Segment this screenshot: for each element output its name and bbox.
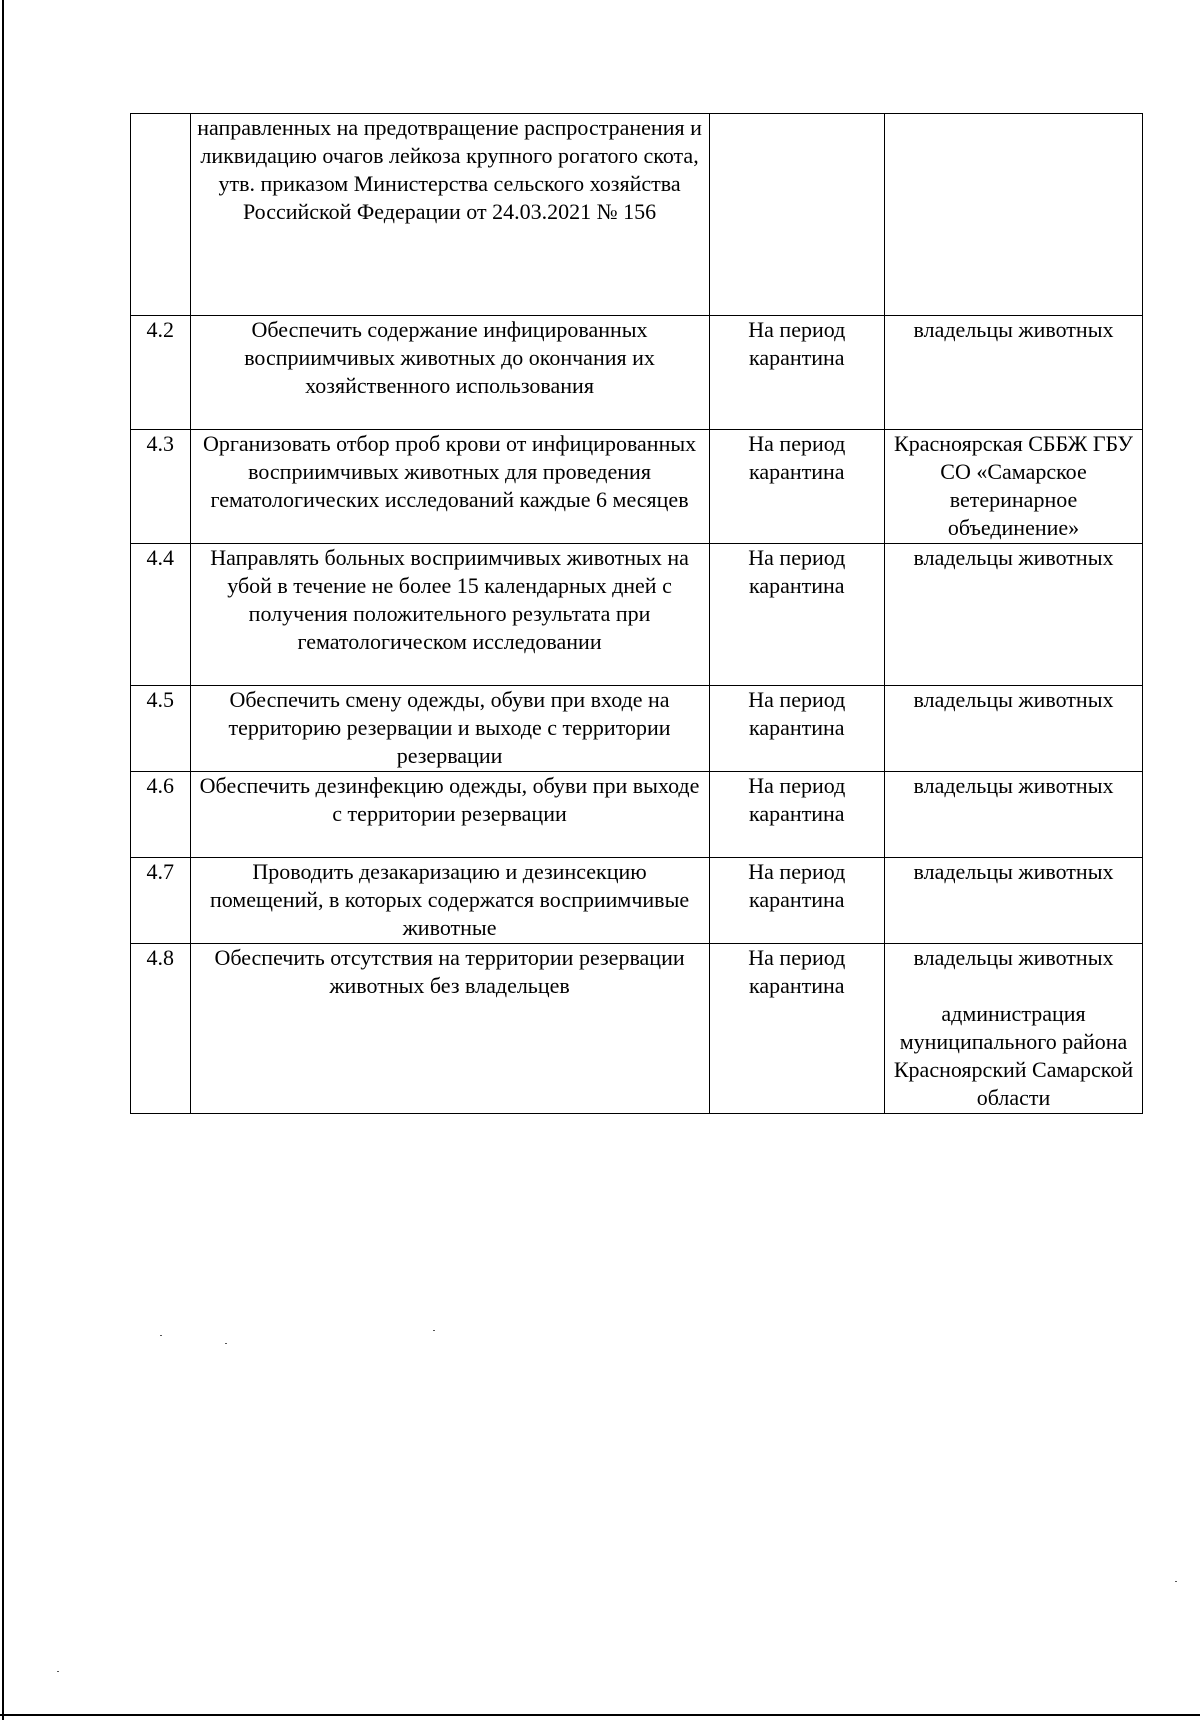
scan-speck bbox=[160, 1335, 162, 1336]
action-text: Обеспечить смену одежды, обуви при входе на территорию резервации и выходе с территории резервации bbox=[228, 687, 671, 768]
responsible-extra-text: администрация муниципального района Красноярский Самарской области bbox=[893, 1001, 1134, 1110]
scan-speck bbox=[1175, 1581, 1177, 1582]
table-row bbox=[131, 316, 1143, 430]
responsible-text: владельцы животных bbox=[913, 859, 1114, 884]
measures-table bbox=[130, 113, 1143, 1114]
action-text: Проводить дезакаризацию и дезинсекцию помещений, в которых содержатся восприимчивые животные bbox=[209, 859, 690, 940]
term-text: На период карантина bbox=[748, 317, 846, 370]
term-cell bbox=[709, 944, 884, 1114]
responsible-cell bbox=[885, 944, 1143, 1114]
action-cell bbox=[190, 316, 709, 430]
action-text: Обеспечить содержание инфицированных восприимчивых животных до окончания их хозяйственного использования bbox=[244, 317, 655, 398]
term-text: На период карантина bbox=[748, 431, 846, 484]
term-cell bbox=[709, 686, 884, 772]
responsible-text: владельцы животных bbox=[913, 317, 1114, 342]
term-cell bbox=[709, 430, 884, 544]
responsible-text: владельцы животных bbox=[913, 687, 1114, 712]
action-text: Обеспечить отсутствия на территории резервации животных без владельцев bbox=[214, 945, 685, 998]
responsible-cell bbox=[885, 316, 1143, 430]
action-cell bbox=[190, 686, 709, 772]
row-number bbox=[131, 114, 191, 316]
term-cell bbox=[709, 544, 884, 686]
scan-speck bbox=[433, 1330, 435, 1331]
responsible-text: владельцы животных bbox=[913, 945, 1114, 970]
scan-speck bbox=[57, 1671, 59, 1672]
term-text: На период карантина bbox=[748, 945, 846, 998]
term-text: На период карантина bbox=[748, 773, 846, 826]
action-cell bbox=[190, 772, 709, 858]
action-text: Обеспечить дезинфекцию одежды, обуви при выходе с территории резервации bbox=[199, 773, 700, 826]
responsible-cell bbox=[885, 858, 1143, 944]
responsible-cell bbox=[885, 686, 1143, 772]
scan-bottom-edge bbox=[0, 1714, 1200, 1716]
responsible-cell bbox=[885, 544, 1143, 686]
term-text: На период карантина bbox=[748, 545, 846, 598]
term-cell bbox=[709, 114, 884, 316]
action-text: Направлять больных восприимчивых животных на убой в течение не более 15 календарных дней с получения положительного результата при гематологическом исследовании bbox=[210, 545, 689, 654]
row-number: 4.8 bbox=[131, 944, 191, 1114]
table-row bbox=[131, 944, 1143, 1114]
responsible-text: владельцы животных bbox=[913, 545, 1114, 570]
row-number: 4.4 bbox=[131, 544, 191, 686]
row-number: 4.2 bbox=[131, 316, 191, 430]
cell-spacer bbox=[891, 972, 1136, 1000]
scan-left-edge bbox=[2, 0, 4, 1720]
table-row bbox=[131, 686, 1143, 772]
action-cell bbox=[190, 430, 709, 544]
table-row bbox=[131, 772, 1143, 858]
table-row bbox=[131, 858, 1143, 944]
action-cell bbox=[190, 544, 709, 686]
row-number: 4.6 bbox=[131, 772, 191, 858]
responsible-text: Красноярская СББЖ ГБУ СО «Самарское ветеринарное объединение» bbox=[894, 431, 1133, 540]
action-cell bbox=[190, 114, 709, 316]
action-text: Организовать отбор проб крови от инфицированных восприимчивых животных для проведения гематологических исследований каждые 6 месяцев bbox=[202, 431, 697, 512]
term-cell bbox=[709, 858, 884, 944]
responsible-text: владельцы животных bbox=[913, 773, 1114, 798]
row-number: 4.3 bbox=[131, 430, 191, 544]
table-row bbox=[131, 430, 1143, 544]
action-cell bbox=[190, 944, 709, 1114]
action-text: направленных на предотвращение распространения и ликвидацию очагов лейкоза крупного рогатого скота, утв. приказом Министерства сельского хозяйства Российской Федерации от 24.03.2021 № 156 bbox=[197, 115, 702, 224]
scan-speck bbox=[225, 1343, 227, 1344]
responsible-cell bbox=[885, 430, 1143, 544]
term-cell bbox=[709, 316, 884, 430]
responsible-cell bbox=[885, 772, 1143, 858]
action-cell bbox=[190, 858, 709, 944]
responsible-cell bbox=[885, 114, 1143, 316]
table-row bbox=[131, 114, 1143, 316]
table-row bbox=[131, 544, 1143, 686]
row-number: 4.5 bbox=[131, 686, 191, 772]
term-cell bbox=[709, 772, 884, 858]
term-text: На период карантина bbox=[748, 687, 846, 740]
term-text: На период карантина bbox=[748, 859, 846, 912]
row-number: 4.7 bbox=[131, 858, 191, 944]
